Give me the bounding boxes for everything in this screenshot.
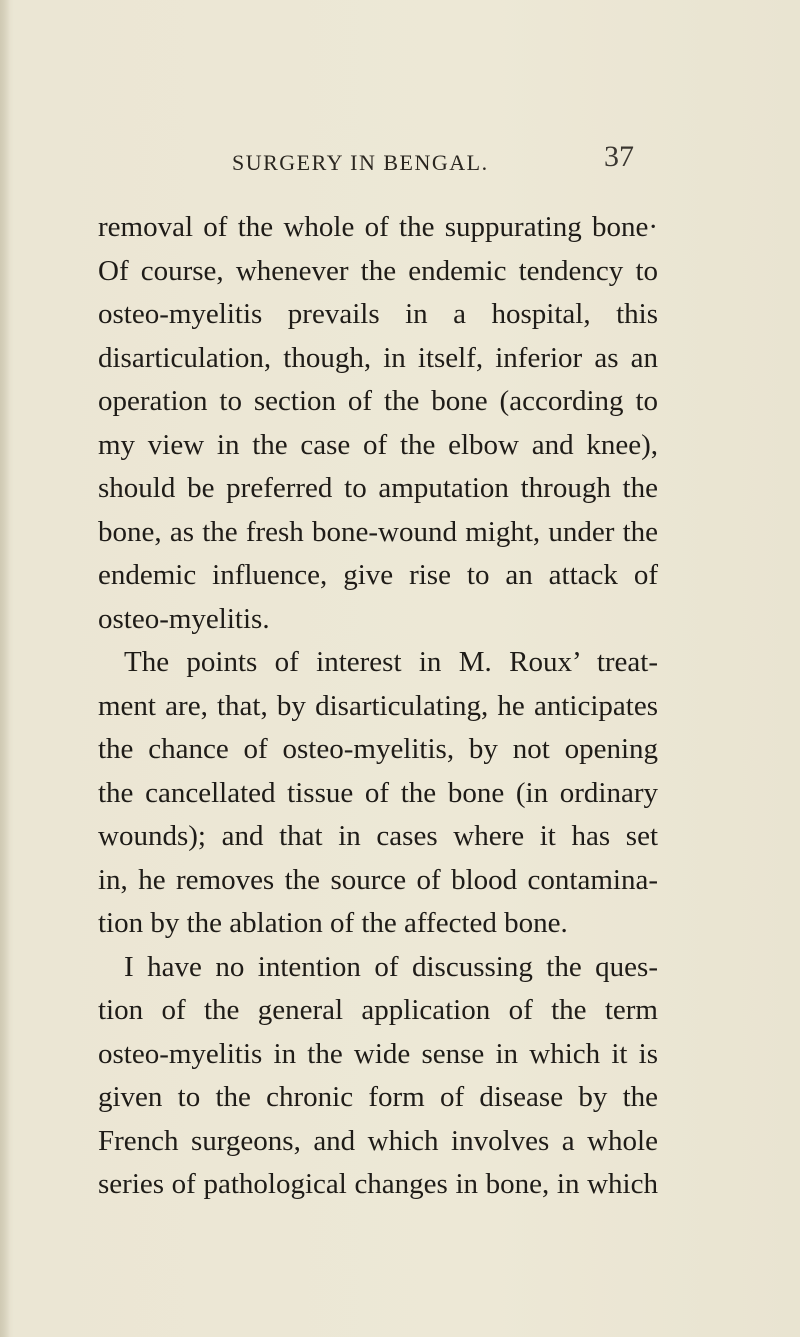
text-line: wounds); and that in cases where it has set [98,820,658,852]
page-number: 37 [604,140,634,173]
text-line: series of pathological changes in bone, in which [98,1168,658,1200]
text-line: endemic influence, give rise to an attack of [98,559,658,591]
text-line: osteo-myelitis in the wide sense in which it is [98,1037,658,1070]
running-head [0,138,800,178]
paragraph-start-line: The points of interest in M. Roux’ treat- [124,646,658,678]
text-line: removal of the whole of the suppurating bone· [98,211,658,243]
text-line: operation to section of the bone (according to [98,385,658,417]
page-gutter-shadow [0,0,10,1337]
text-line: in, he removes the source of blood contamina- [98,863,658,896]
text-line: given to the chronic form of disease by the [98,1081,658,1113]
text-line: bone, as the fresh bone-wound might, under the [98,515,658,548]
text-line: ment are, that, by disarticulating, he anticipates [98,689,658,722]
paragraph-end-line: tion by the ablation of the affected bone. [98,907,568,939]
text-line: the cancellated tissue of the bone (in ordinary [98,776,658,809]
paragraph-end-line: osteo-myelitis. [98,602,270,635]
running-title: SURGERY IN BENGAL. [232,150,489,175]
text-line: French surgeons, and which involves a whole [98,1124,658,1157]
text-line: my view in the case of the elbow and knee), [98,428,658,461]
text-line: osteo-myelitis prevails in a hospital, this [98,298,658,330]
text-line: disarticulation, though, in itself, inferior as an [98,341,658,374]
text-line: should be preferred to amputation through the [98,472,658,504]
paragraph-start-line: I have no intention of discussing the ques- [124,950,658,983]
text-line: Of course, whenever the endemic tendency to [98,254,658,287]
body-text [98,206,658,1207]
text-line: tion of the general application of the term [98,994,658,1026]
text-line: the chance of osteo-myelitis, by not opening [98,733,658,765]
